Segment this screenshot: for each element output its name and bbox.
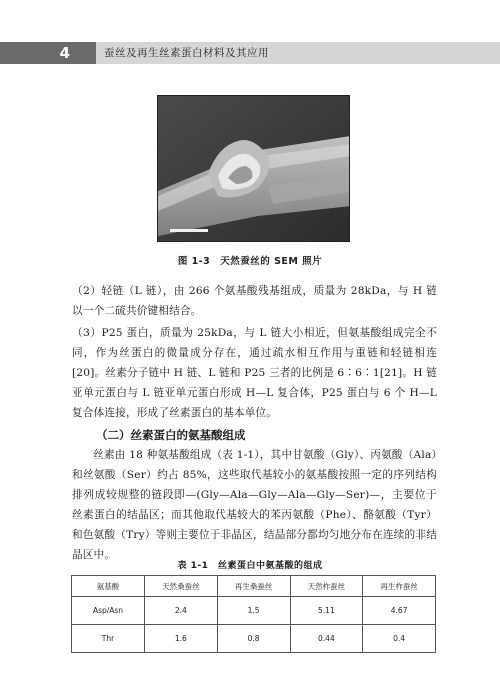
column-header: 天然柞蚕丝 [290, 576, 363, 597]
amino-acid-table [71, 575, 436, 653]
section-heading: （二）丝素蛋白的氨基酸组成 [96, 428, 246, 442]
page-number: 4 [0, 42, 96, 64]
table-cell: 4.67 [363, 597, 436, 625]
table-cell: 0.44 [290, 625, 363, 653]
table-cell: 0.8 [217, 625, 290, 653]
table-row [72, 625, 436, 653]
table-cell: Thr [72, 625, 145, 653]
running-header [0, 42, 500, 64]
column-header: 氨基酸 [72, 576, 145, 597]
table-cell: 0.4 [363, 625, 436, 653]
table-caption: 表 1-1 丝素蛋白中氨基酸的组成 [177, 561, 323, 571]
paragraph-light-chain: （2）轻链（L 链），由 266 个氨基酸残基组成，质量为 28kDa，与 H 链以一个二硫共价键相结合。 [72, 285, 437, 317]
table-cell: 2.4 [145, 597, 218, 625]
table-cell: 1.5 [217, 597, 290, 625]
column-header: 天然桑蚕丝 [145, 576, 218, 597]
paragraph-amino-acid: 丝素由 18 种氨基酸组成（表 1-1），其中甘氨酸（Gly）、丙氨酸（Ala）和丝氨酸（Ser）约占 85%，这些取代基较小的氨基酸按照一定的序列结构排列成较规整的链段即—(Gly—Ala—Gly—Ala—Gly—Ser)—，主要位于丝素蛋白的结晶区；而其他取代基较大的苯丙氨酸（Phe）、酪氨酸（Tyr）和色氨酸（Try）等则主要位于非晶区，结晶部分都均匀地分布在连续的非结晶区中。 [72, 449, 437, 561]
column-header: 再生柞蚕丝 [363, 576, 436, 597]
sem-photo-illustration [158, 96, 350, 242]
table-cell: Asp/Asn [72, 597, 145, 625]
table-header-row [72, 576, 436, 597]
table-row [72, 597, 436, 625]
book-title: 蚕丝及再生丝素蛋白材料及其应用 [104, 47, 269, 59]
table-cell: 1.6 [145, 625, 218, 653]
paragraph-p25-protein: （3）P25 蛋白，质量为 25kDa，与 L 链大小相近，但氨基酸组成完全不同，作为丝蛋白的微量成分存在，通过疏水相互作用与重链和轻链相连[20]。丝素分子链中 H 链、L 链和 P25 三者的比例是 6∶6∶1[21]。H 链亚单元蛋白与 L 链亚单元蛋白形成 H—L 复合体，P25 蛋白与 6 个 H—L 复合体连接，形成了丝素蛋白的基本单位。 [72, 327, 437, 419]
column-header: 再生桑蚕丝 [217, 576, 290, 597]
sem-photo [157, 95, 350, 242]
figure-caption: 图 1-3 天然蚕丝的 SEM 照片 [177, 256, 323, 267]
table-cell: 5.11 [290, 597, 363, 625]
